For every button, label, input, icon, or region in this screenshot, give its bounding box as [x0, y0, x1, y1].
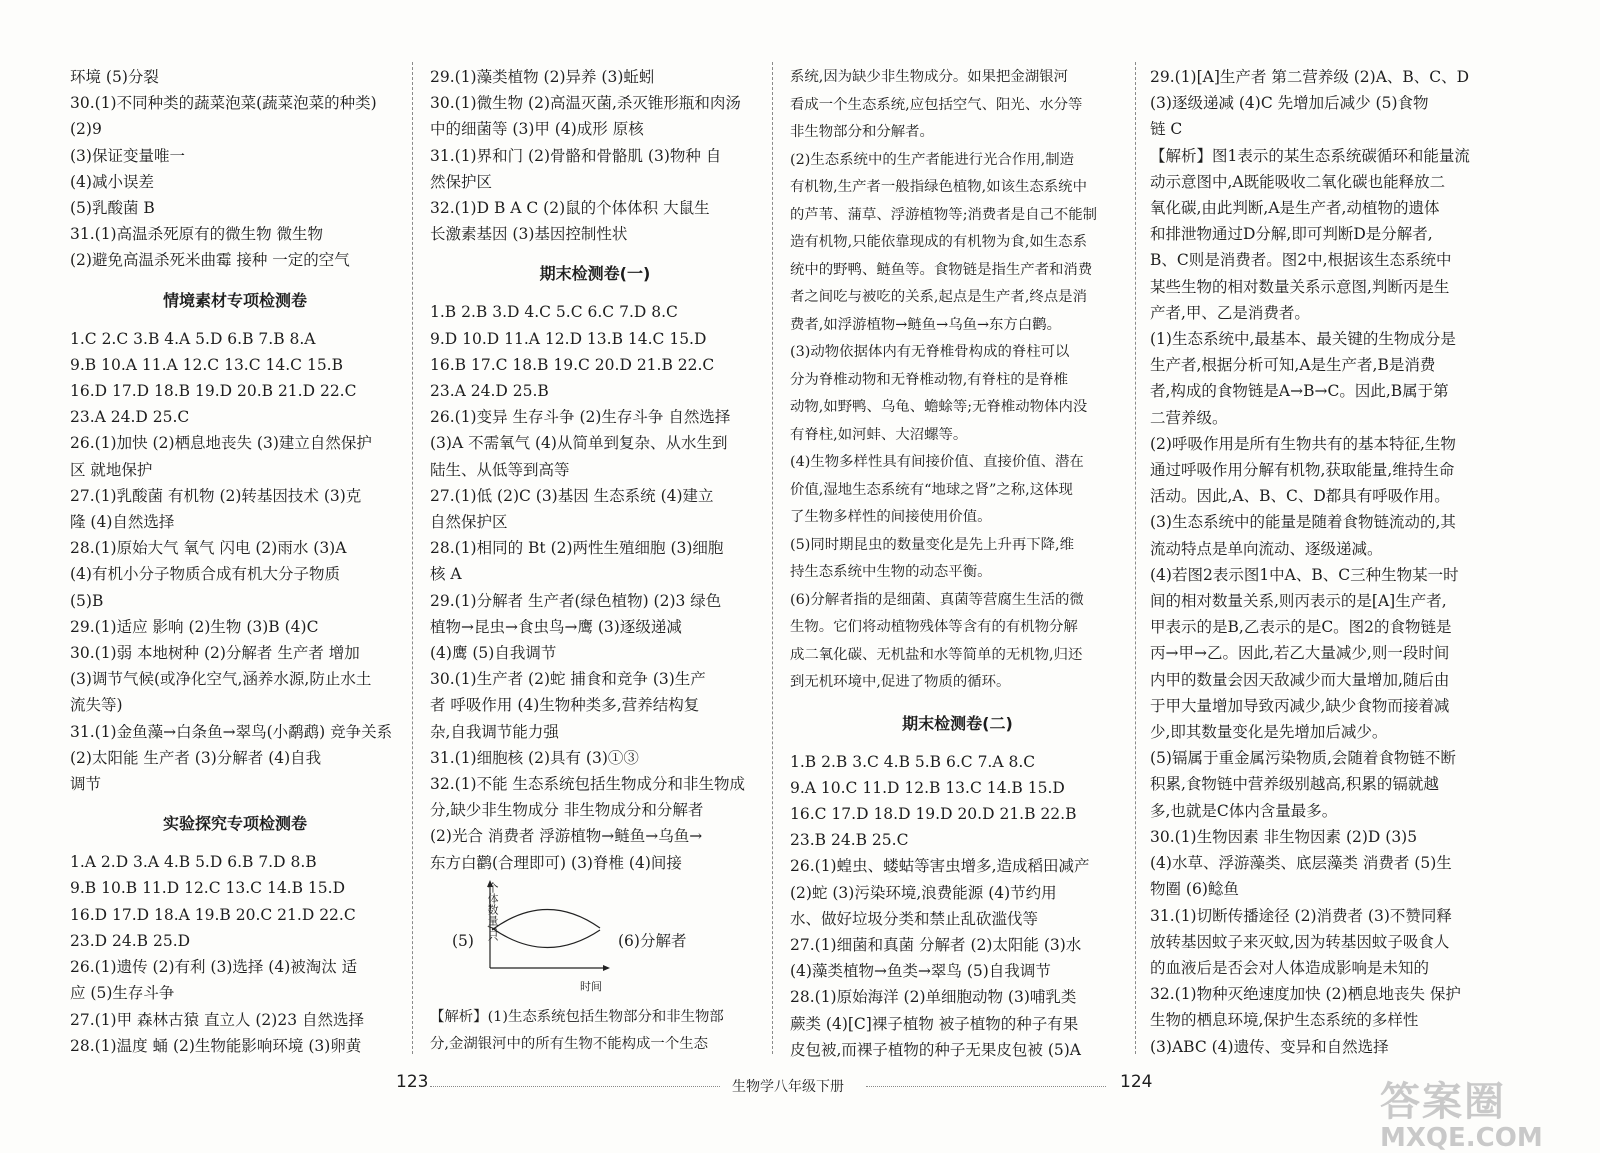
answer-line: 26.(1)加快 (2)栖息地丧失 (3)建立自然保护 — [70, 434, 372, 453]
answer-line: 有机物,生产者一般指绿色植物,如该生态系统中 — [790, 179, 1087, 195]
column-2 — [430, 64, 760, 1059]
answer-line: 9.D 10.D 11.A 12.D 13.B 14.C 15.D — [430, 329, 707, 348]
answer-line: 29.(1)[A]生产者 第二营养级 (2)A、B、C、D — [1150, 68, 1470, 86]
answer-line: 26.(1)遗传 (2)有利 (3)选择 (4)被淘汰 适 — [70, 958, 358, 977]
answer-line: 31.(1)细胞核 (2)具有 (3)①③ — [430, 748, 639, 767]
answer-line: 费者,如浮游植物→鲢鱼→乌鱼→东方白鹳。 — [790, 316, 1061, 333]
answer-line: 30.(1)生物因素 非生物因素 (2)D (3)5 — [1150, 827, 1418, 846]
answer-line: 自然保护区 — [430, 513, 508, 532]
answer-line: (3)生态系统中的能量是随着食物链流动的,其 — [1150, 513, 1456, 532]
answer-line: 分,金湖银河中的所有生物不能构成一个生态 — [430, 1036, 708, 1053]
answer-line: 9.B 10.B 11.D 12.C 13.C 14.B 15.D — [70, 879, 345, 898]
answer-line: (4)藻类植物→鱼类→翠鸟 (5)自我调节 — [790, 962, 1051, 981]
column-separator — [1135, 62, 1136, 1054]
answer-line: 应 (5)生存斗争 — [70, 984, 175, 1003]
answer-line: 26.(1)蝗虫、蝼蛄等害虫增多,造成稻田减产 — [790, 857, 1090, 876]
watermark-url: MXQE.COM — [1380, 1123, 1543, 1153]
answer-line: 水、做好垃圾分类和禁止乱砍滥伐等 — [790, 909, 1039, 928]
answer-line: 蕨类 (4)[C]裸子植物 被子植物的种子有果 — [790, 1014, 1079, 1033]
answer-line: 32.(1)不能 生态系统包括生物成分和非生物成 — [430, 775, 746, 794]
answer-line: 分,缺少非生物成分 非生物成分和分解者 — [430, 801, 704, 820]
footer-title: 生物学八年级下册 — [732, 1079, 844, 1095]
answer-line: 【解析】(1)生态系统包括生物部分和非生物部 — [430, 1008, 724, 1025]
answer-line: (3)动物依据体内有无脊椎骨构成的脊柱可以 — [790, 344, 1070, 360]
answer-line: 31.(1)金鱼藻→白条鱼→翠鸟(小鹬鹉) 竞争关系 — [70, 722, 393, 741]
answer-line: 生物的栖息环境,保护生态系统的多样性 — [1150, 1011, 1419, 1030]
section-heading: 实验探究专项检测卷 — [162, 814, 307, 834]
answer-line: 隆 (4)自然选择 — [70, 513, 175, 532]
answer-line: 23.D 24.B 25.D — [70, 931, 191, 950]
answer-line: (2)呼吸作用是所有生物共有的基本特征,生物 — [1150, 434, 1456, 453]
answer-line: 放转基因蚊子来灭蚊,因为转基因蚊子吸食人 — [1150, 932, 1450, 951]
answer-line: 持生态系统中生物的动态平衡。 — [790, 564, 992, 580]
answer-line: (4)生物多样性具有间接价值、直接价值、潜在 — [790, 454, 1084, 470]
answer-line: (6)分解者指的是细菌、真菌等营腐生生活的微 — [790, 591, 1084, 608]
answer-line: 31.(1)界和门 (2)骨骼和骨骼肌 (3)物种 自 — [430, 146, 722, 165]
answer-line: (3)调节气候(或净化空气,涵养水源,防止水土 — [70, 670, 372, 689]
answer-line: 者之间吃与被吃的关系,起点是生产者,终点是消 — [790, 289, 1087, 305]
answer-line: 然保护区 — [430, 172, 493, 191]
answer-line: (5)同时期昆虫的数量变化是先上升再下降,维 — [790, 536, 1074, 553]
column-3 — [790, 64, 1125, 1063]
answer-line: 系统,因为缺少非生物成分。如果把金湖银河 — [790, 69, 1068, 85]
answer-line: 区 就地保护 — [70, 460, 153, 479]
answer-line: 31.(1)切断传播途径 (2)消费者 (3)不赞同释 — [1150, 906, 1452, 925]
answer-line: (2)光合 消费者 浮游植物→鲢鱼→乌鱼→ — [430, 827, 703, 846]
answer-line: (2)太阳能 生产者 (3)分解者 (4)自我 — [70, 748, 322, 767]
column-separator — [412, 62, 413, 1054]
answer-line: 31.(1)高温杀死原有的微生物 微生物 — [70, 225, 324, 244]
answer-line: 造有机物,只能依靠现成的有机物为食,如生态系 — [790, 234, 1087, 250]
graph-answer-text: (6)分解者 — [618, 931, 687, 950]
answer-line: 23.A 24.D 25.C — [70, 408, 190, 427]
answer-line: 27.(1)乳酸菌 有机物 (2)转基因技术 (3)克 — [70, 486, 362, 505]
answer-line: (5)B — [70, 591, 104, 610]
answer-line: B、C则是消费者。图2中,根据该生态系统中 — [1150, 251, 1452, 270]
answer-line: 1.A 2.D 3.A 4.B 5.D 6.B 7.D 8.B — [70, 853, 317, 872]
page-number-left: 123 — [396, 1072, 429, 1092]
answer-line: 环境 (5)分裂 — [70, 68, 159, 86]
answer-line: (4)若图2表示图1中A、B、C三种生物某一时 — [1150, 565, 1459, 584]
graph-question-number: (5) — [452, 931, 474, 950]
answer-line: 32.(1)物种灭绝速度加快 (2)栖息地丧失 保护 — [1150, 985, 1461, 1004]
answer-line: 者 呼吸作用 (4)生物种类多,营养结构复 — [430, 696, 700, 715]
answer-line: 27.(1)甲 森林古猿 直立人 (2)23 自然选择 — [70, 1010, 364, 1029]
section-heading: 期末检测卷(一) — [539, 264, 651, 284]
answer-line: (2)蛇 (3)污染环境,浪费能源 (4)节约用 — [790, 883, 1057, 902]
section-heading: 情境素材专项检测卷 — [162, 290, 307, 310]
answer-line: 16.D 17.D 18.B 19.D 20.B 21.D 22.C — [70, 382, 357, 401]
answer-line: 28.(1)原始大气 氧气 闪电 (2)雨水 (3)A — [70, 539, 347, 558]
column-4 — [1150, 64, 1485, 1060]
answer-line: 物圈 (6)鲶鱼 — [1150, 880, 1239, 899]
answer-line: 长激素基因 (3)基因控制性状 — [430, 225, 628, 244]
answer-line: 统中的野鸭、鲢鱼等。食物链是指生产者和消费 — [790, 261, 1093, 278]
population-graph — [430, 880, 760, 996]
answer-line: 到无机环境中,促进了物质的循环。 — [790, 674, 1011, 690]
answer-line: (3)逐级递减 (4)C 先增加后减少 (5)食物 — [1150, 94, 1429, 113]
answer-line: 的血液后是否会对人体造成影响是未知的 — [1150, 958, 1430, 977]
answer-line: 有脊柱,如河蚌、大沼螺等。 — [790, 426, 968, 443]
answer-line: 1.C 2.C 3.B 4.A 5.D 6.B 7.B 8.A — [70, 329, 316, 348]
answer-line: 1.B 2.B 3.D 4.C 5.C 6.C 7.D 8.C — [430, 303, 678, 322]
answer-line: 看成一个生态系统,应包括空气、阳光、水分等 — [790, 96, 1083, 113]
answer-line: 28.(1)相同的 Bt (2)两性生殖细胞 (3)细胞 — [430, 539, 724, 558]
answer-line: 30.(1)弱 本地树种 (2)分解者 生产者 增加 — [70, 644, 360, 663]
answer-line: 流失等) — [70, 696, 123, 715]
answer-line: 9.B 10.A 11.A 12.C 13.C 14.C 15.B — [70, 355, 343, 374]
answer-line: (1)生态系统中,最基本、最关键的生物成分是 — [1150, 330, 1456, 349]
answer-line: 间的相对数量关系,则丙表示的是[A]生产者, — [1150, 592, 1447, 611]
answer-line: 27.(1)低 (2)C (3)基因 生态系统 (4)建立 — [430, 486, 714, 505]
answer-line: 二营养级。 — [1150, 408, 1228, 427]
answer-line: 28.(1)原始海洋 (2)单细胞动物 (3)哺乳类 — [790, 988, 1077, 1007]
answer-line: 陆生、从低等到高等 — [430, 460, 570, 479]
answer-line: 少,即其数量变化是先增加后减少。 — [1150, 723, 1388, 742]
answer-line: 丙→甲→乙。因此,若乙大量减少,则一段时间 — [1150, 644, 1450, 663]
answer-line: 1.B 2.B 3.C 4.B 5.B 6.C 7.A 8.C — [790, 752, 1036, 771]
answer-line: (4)有机小分子物质合成有机大分子物质 — [70, 565, 340, 584]
answer-line: 积累,食物链中营养级别越高,积累的镉就越 — [1150, 775, 1439, 794]
answer-line: 动物,如野鸭、乌龟、蟾蜍等;无脊椎动物体内没 — [790, 399, 1088, 415]
column-separator — [772, 62, 773, 1054]
answer-line: 30.(1)生产者 (2)蛇 捕食和竞争 (3)生产 — [430, 670, 706, 689]
footer-dots-left — [430, 1086, 720, 1087]
answer-line: 者,构成的食物链是A→B→C。因此,B属于第 — [1150, 382, 1449, 401]
answer-line: 动示意图中,A既能吸收二氧化碳也能释放二 — [1150, 172, 1446, 191]
page-number-right: 124 — [1120, 1072, 1153, 1092]
answer-line: 9.A 10.C 11.D 12.B 13.C 14.B 15.D — [790, 778, 1065, 797]
answer-line: 分为脊椎动物和无脊椎动物,有脊柱的是脊椎 — [790, 371, 1068, 388]
answer-line: 杂,自我调节能力强 — [430, 722, 559, 741]
answer-line: 生物。它们将动植物残体等含有的有机物分解 — [790, 619, 1078, 635]
column-1 — [70, 64, 400, 1059]
answer-line: 生产者,根据分析可知,A是生产者,B是消费 — [1150, 356, 1436, 375]
answer-line: 16.C 17.D 18.D 19.D 20.D 21.B 22.B — [790, 804, 1077, 823]
answer-line: 了生物多样性的间接使用价值。 — [790, 509, 992, 525]
answer-line: 东方白鹳(合理即可) (3)脊椎 (4)间接 — [430, 853, 682, 872]
answer-line: 植物→昆虫→食虫鸟→鹰 (3)逐级递减 — [430, 617, 682, 636]
answer-line: (3)保证变量唯一 — [70, 146, 185, 165]
answer-line: 29.(1)藻类植物 (2)异养 (3)蚯蚓 — [430, 68, 655, 86]
answer-line: 氧化碳,由此判断,A是生产者,动植物的遗体 — [1150, 199, 1440, 218]
answer-line: 的芦苇、蒲草、浮游植物等;消费者是自己不能制 — [790, 206, 1098, 223]
section-heading: 期末检测卷(二) — [902, 713, 1013, 733]
answer-line: (2)生态系统中的生产者能进行光合作用,制造 — [790, 151, 1074, 168]
answer-line: 甲表示的是B,乙表示的是C。图2的食物链是 — [1150, 618, 1452, 637]
answer-line: 29.(1)适应 影响 (2)生物 (3)B (4)C — [70, 617, 319, 636]
answer-line: 27.(1)细菌和真菌 分解者 (2)太阳能 (3)水 — [790, 935, 1082, 954]
answer-line: 核 A — [430, 565, 462, 584]
answer-line: 多,也就是C体内含量最多。 — [1150, 801, 1338, 820]
answer-line: 中的细菌等 (3)甲 (4)成形 原核 — [430, 120, 644, 139]
answer-line: 16.B 17.C 18.B 19.C 20.D 21.B 22.C — [430, 355, 715, 374]
answer-line: (5)镉属于重金属污染物质,会随着食物链不断 — [1150, 749, 1456, 768]
graph-x-axis-label: 时间 — [580, 979, 602, 993]
answer-line: 23.A 24.D 25.B — [430, 382, 549, 401]
answer-line: 【解析】图1表示的某生态系统碳循环和能量流 — [1150, 146, 1470, 165]
answer-line: (5)乳酸菌 B — [70, 199, 155, 218]
answer-line: 16.D 17.D 18.A 19.B 20.C 21.D 22.C — [70, 905, 356, 924]
answer-line: (4)水草、浮游藻类、底层藻类 消费者 (5)生 — [1150, 854, 1452, 873]
answer-line: 价值,湿地生态系统有“地球之肾”之称,这体现 — [790, 481, 1073, 498]
answer-line: (3)A 不需氧气 (4)从简单到复杂、从水生到 — [430, 434, 728, 453]
answer-line: 活动。因此,A、B、C、D都具有呼吸作用。 — [1150, 487, 1450, 506]
answer-line: 内甲的数量会因天敌减少而大量增加,随后由 — [1150, 670, 1450, 689]
footer-dots-right — [866, 1086, 1106, 1087]
answer-line: 23.B 24.B 25.C — [790, 831, 909, 850]
answer-line: 32.(1)D B A C (2)鼠的个体体积 大鼠生 — [430, 199, 710, 218]
answer-line: 30.(1)不同种类的蔬菜泡菜(蔬菜泡菜的种类) — [70, 94, 377, 113]
answer-line: 30.(1)微生物 (2)高温灭菌,杀灭锥形瓶和肉汤 — [430, 94, 741, 113]
graph-y-axis-label: 个体数量/只 — [486, 881, 499, 941]
answer-line: 26.(1)变异 生存斗争 (2)生存斗争 自然选择 — [430, 408, 731, 427]
answer-line: (2)9 — [70, 120, 102, 139]
answer-line: 通过呼吸作用分解有机物,获取能量,维持生命 — [1150, 461, 1455, 480]
answer-line: 某些生物的相对数量关系示意图,判断丙是生 — [1150, 277, 1450, 296]
watermark-text: 答案圈 — [1380, 1079, 1506, 1125]
answer-line: 产者,甲、乙是消费者。 — [1150, 303, 1310, 322]
answer-line: (4)鹰 (5)自我调节 — [430, 644, 557, 663]
answer-line: (3)ABC (4)遗传、变异和自然选择 — [1150, 1037, 1389, 1056]
answer-line: 28.(1)温度 蛹 (2)生物能影响环境 (3)卵黄 — [70, 1036, 362, 1055]
answer-line: (4)减小误差 — [70, 172, 154, 191]
answer-line: 29.(1)分解者 生产者(绿色植物) (2)3 绿色 — [430, 591, 722, 610]
answer-line: 链 C — [1150, 120, 1183, 139]
watermark-logo — [1380, 1080, 1580, 1152]
answer-line: (2)避免高温杀死米曲霉 接种 一定的空气 — [70, 251, 350, 270]
answer-line: 成二氧化碳、无机盐和水等简单的无机物,归还 — [790, 646, 1083, 663]
answer-line: 流动特点是单向流动、逐级递减。 — [1150, 539, 1383, 558]
answer-line: 非生物部分和分解者。 — [790, 124, 934, 140]
answer-line: 调节 — [70, 775, 102, 794]
answer-line: 和排泄物通过D分解,即可判断D是分解者, — [1150, 225, 1433, 244]
answer-line: 于甲大量增加导致丙减少,缺少食物而接着减 — [1150, 696, 1450, 715]
answer-line: 皮包被,而裸子植物的种子无果皮包被 (5)A — [790, 1040, 1082, 1059]
